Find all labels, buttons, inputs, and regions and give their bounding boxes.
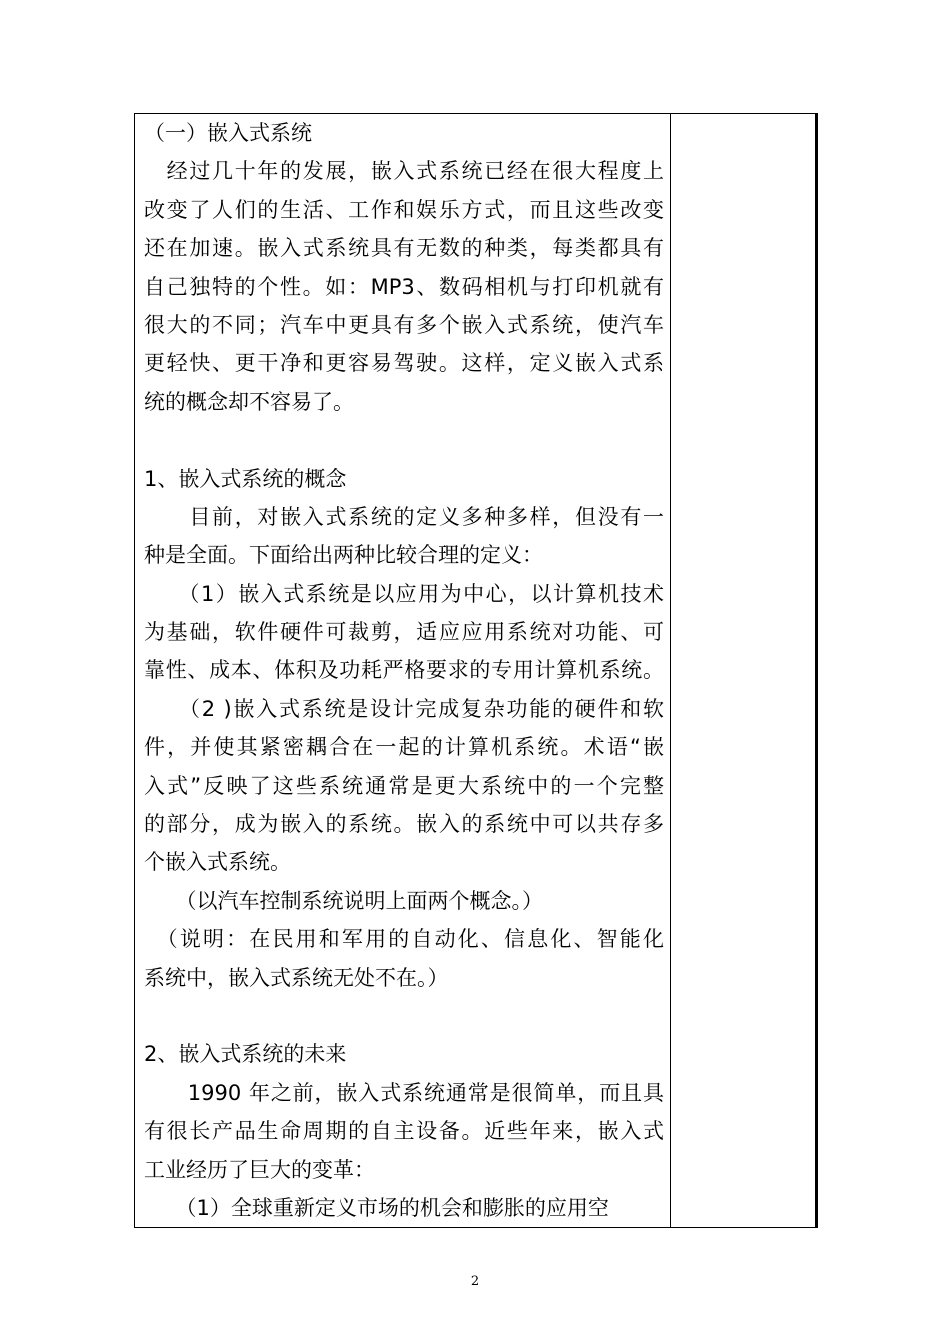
text-line: 经过几十年的发展，嵌入式系统已经在很大程度上 bbox=[144, 159, 664, 184]
text-line: （1）嵌入式系统是以应用为中心，以计算机技术 bbox=[144, 581, 664, 606]
text-line: 的部分，成为嵌入的系统。嵌入的系统中可以共存多 bbox=[144, 812, 664, 837]
text-line: 系统中，嵌入式系统无处不在。） bbox=[144, 965, 449, 990]
text-line: （2 )嵌入式系统是设计完成复杂功能的硬件和软 bbox=[144, 696, 664, 721]
text-line: 1990 年之前，嵌入式系统通常是很简单，而且具 bbox=[144, 1080, 664, 1105]
text-line: 种是全面。下面给出两种比较合理的定义： bbox=[144, 543, 543, 568]
main-text-cell bbox=[135, 114, 671, 1227]
text-line: 还在加速。嵌入式系统具有无数的种类，每类都具有 bbox=[144, 236, 664, 261]
side-note-cell bbox=[671, 114, 815, 1227]
text-line: （以汽车控制系统说明上面两个概念。） bbox=[144, 888, 543, 913]
text-line: 改变了人们的生活、工作和娱乐方式，而且这些改变 bbox=[144, 197, 664, 222]
blank-line bbox=[144, 421, 664, 459]
text-line: 入式”反映了这些系统通常是更大系统中的一个完整 bbox=[144, 773, 664, 798]
text-line: （说明：在民用和军用的自动化、信息化、智能化 bbox=[144, 927, 664, 952]
text-line: （一）嵌入式系统 bbox=[144, 121, 312, 145]
text-line: 目前，对嵌入式系统的定义多种多样，但没有一 bbox=[144, 504, 664, 529]
text-line: 工业经历了巨大的变革： bbox=[144, 1157, 375, 1182]
text-line: 自己独特的个性。如：MP3、数码相机与打印机就有 bbox=[144, 274, 664, 299]
text-line: 靠性、成本、体积及功耗严格要求的专用计算机系统。 bbox=[144, 658, 664, 683]
text-line: 2、嵌入式系统的未来 bbox=[144, 1042, 347, 1067]
text-line: 统的概念却不容易了。 bbox=[144, 389, 354, 414]
body-text bbox=[144, 114, 664, 1227]
text-line: 有很长产品生命周期的自主设备。近些年来，嵌入式 bbox=[144, 1119, 664, 1144]
text-line: 件，并使其紧密耦合在一起的计算机系统。术语“嵌 bbox=[144, 735, 664, 760]
text-line: 个嵌入式系统。 bbox=[144, 850, 291, 875]
text-line: （1）全球重新定义市场的机会和膨胀的应用空 bbox=[144, 1195, 609, 1220]
page-number: 2 bbox=[470, 1274, 480, 1289]
text-line: 1、嵌入式系统的概念 bbox=[144, 466, 347, 491]
text-line: 很大的不同；汽车中更具有多个嵌入式系统，使汽车 bbox=[144, 312, 664, 337]
document-table bbox=[134, 113, 818, 1228]
text-line: 为基础，软件硬件可裁剪，适应应用系统对功能、可 bbox=[144, 620, 664, 645]
blank-line bbox=[144, 997, 664, 1035]
text-line: 更轻快、更干净和更容易驾驶。这样，定义嵌入式系 bbox=[144, 351, 664, 376]
